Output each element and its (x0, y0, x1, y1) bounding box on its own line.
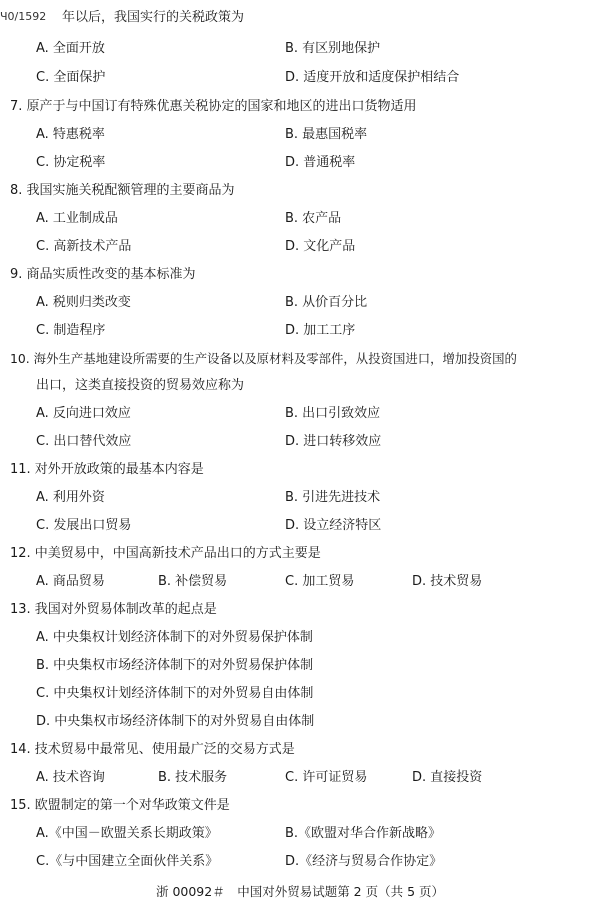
question-9-text: 9. 商品实质性改变的基本标准为 (10, 267, 196, 282)
question-13-option-a: A. 中央集权计划经济体制下的对外贸易保护体制 (36, 630, 313, 645)
question-9-option-d: D. 加工工序 (285, 323, 356, 338)
question-7-option-a: A. 特惠税率 (36, 127, 105, 142)
question-12-option-a: A. 商品贸易 (36, 574, 105, 589)
question-13-option-c: C. 中央集权计划经济体制下的对外贸易自由体制 (36, 686, 314, 701)
question-14-option-b: B. 技术服务 (158, 770, 228, 785)
question-11-option-d: D. 设立经济特区 (285, 518, 382, 533)
question-15-option-a: A.《中国－欧盟关系长期政策》 (36, 826, 218, 841)
question-6-option-d: D. 适度开放和适度保护相结合 (285, 70, 460, 85)
question-6-text: 年以后，我国实行的关税政策为 (62, 10, 245, 25)
question-9-option-b: B. 从价百分比 (285, 295, 368, 310)
question-12-option-b: B. 补偿贸易 (158, 574, 228, 589)
question-12-text: 12. 中美贸易中，中国高新技术产品出口的方式主要是 (10, 546, 321, 561)
question-7-option-c: C. 协定税率 (36, 155, 106, 170)
question-10-text: 10. 海外生产基地建设所需要的生产设备以及原材料及零部件，从投资国进口，增加投资国的 (10, 351, 517, 366)
question-7-text: 7. 原产于与中国订有特殊优惠关税协定的国家和地区的进出口货物适用 (10, 99, 417, 114)
question-14-option-a: A. 技术咨询 (36, 770, 105, 785)
question-9-option-c: C. 制造程序 (36, 323, 106, 338)
question-13-option-b: B. 中央集权市场经济体制下的对外贸易保护体制 (36, 658, 314, 673)
question-6-option-c: C. 全面保护 (36, 70, 106, 85)
question-15-option-c: C.《与中国建立全面伙伴关系》 (36, 854, 219, 869)
question-15-option-b: B.《欧盟对华合作新战略》 (285, 826, 442, 841)
question-6-option-b: B. 有区别地保护 (285, 41, 381, 56)
question-8-option-a: A. 工业制成品 (36, 211, 118, 226)
question-8-option-d: D. 文化产品 (285, 239, 356, 254)
question-14-text: 14. 技术贸易中最常见、使用最广泛的交易方式是 (10, 742, 295, 757)
question-14-option-d: D. 直接投资 (412, 770, 483, 785)
question-6-option-a: A. 全面开放 (36, 41, 105, 56)
question-12-option-c: C. 加工贸易 (285, 574, 355, 589)
question-13-option-d: D. 中央集权市场经济体制下的对外贸易自由体制 (36, 714, 315, 729)
question-10-option-b: B. 出口引致效应 (285, 406, 381, 421)
page-footer: 浙 00092＃ 中国对外贸易试题第 2 页（共 5 页） (155, 884, 445, 899)
question-8-option-b: B. 农产品 (285, 211, 342, 226)
page-header-fragment: Ч0/1592 (0, 10, 47, 23)
question-9-option-a: A. 税则归类改变 (36, 295, 131, 310)
question-10-text-continued: 出口，这类直接投资的贸易效应称为 (36, 378, 245, 393)
question-8-text: 8. 我国实施关税配额管理的主要商品为 (10, 183, 235, 198)
question-14-option-c: C. 许可证贸易 (285, 770, 368, 785)
question-13-text: 13. 我国对外贸易体制改革的起点是 (10, 602, 217, 617)
question-11-option-c: C. 发展出口贸易 (36, 518, 132, 533)
question-12-option-d: D. 技术贸易 (412, 574, 483, 589)
question-7-option-b: B. 最惠国税率 (285, 127, 368, 142)
question-10-option-d: D. 进口转移效应 (285, 434, 382, 449)
question-8-option-c: C. 高新技术产品 (36, 239, 132, 254)
question-11-text: 11. 对外开放政策的最基本内容是 (10, 462, 204, 477)
question-11-option-b: B. 引进先进技术 (285, 490, 381, 505)
question-7-option-d: D. 普通税率 (285, 155, 356, 170)
question-15-text: 15. 欧盟制定的第一个对华政策文件是 (10, 798, 230, 813)
question-15-option-d: D.《经济与贸易合作协定》 (285, 854, 443, 869)
question-10-option-a: A. 反向进口效应 (36, 406, 131, 421)
question-11-option-a: A. 利用外资 (36, 490, 105, 505)
question-10-option-c: C. 出口替代效应 (36, 434, 132, 449)
